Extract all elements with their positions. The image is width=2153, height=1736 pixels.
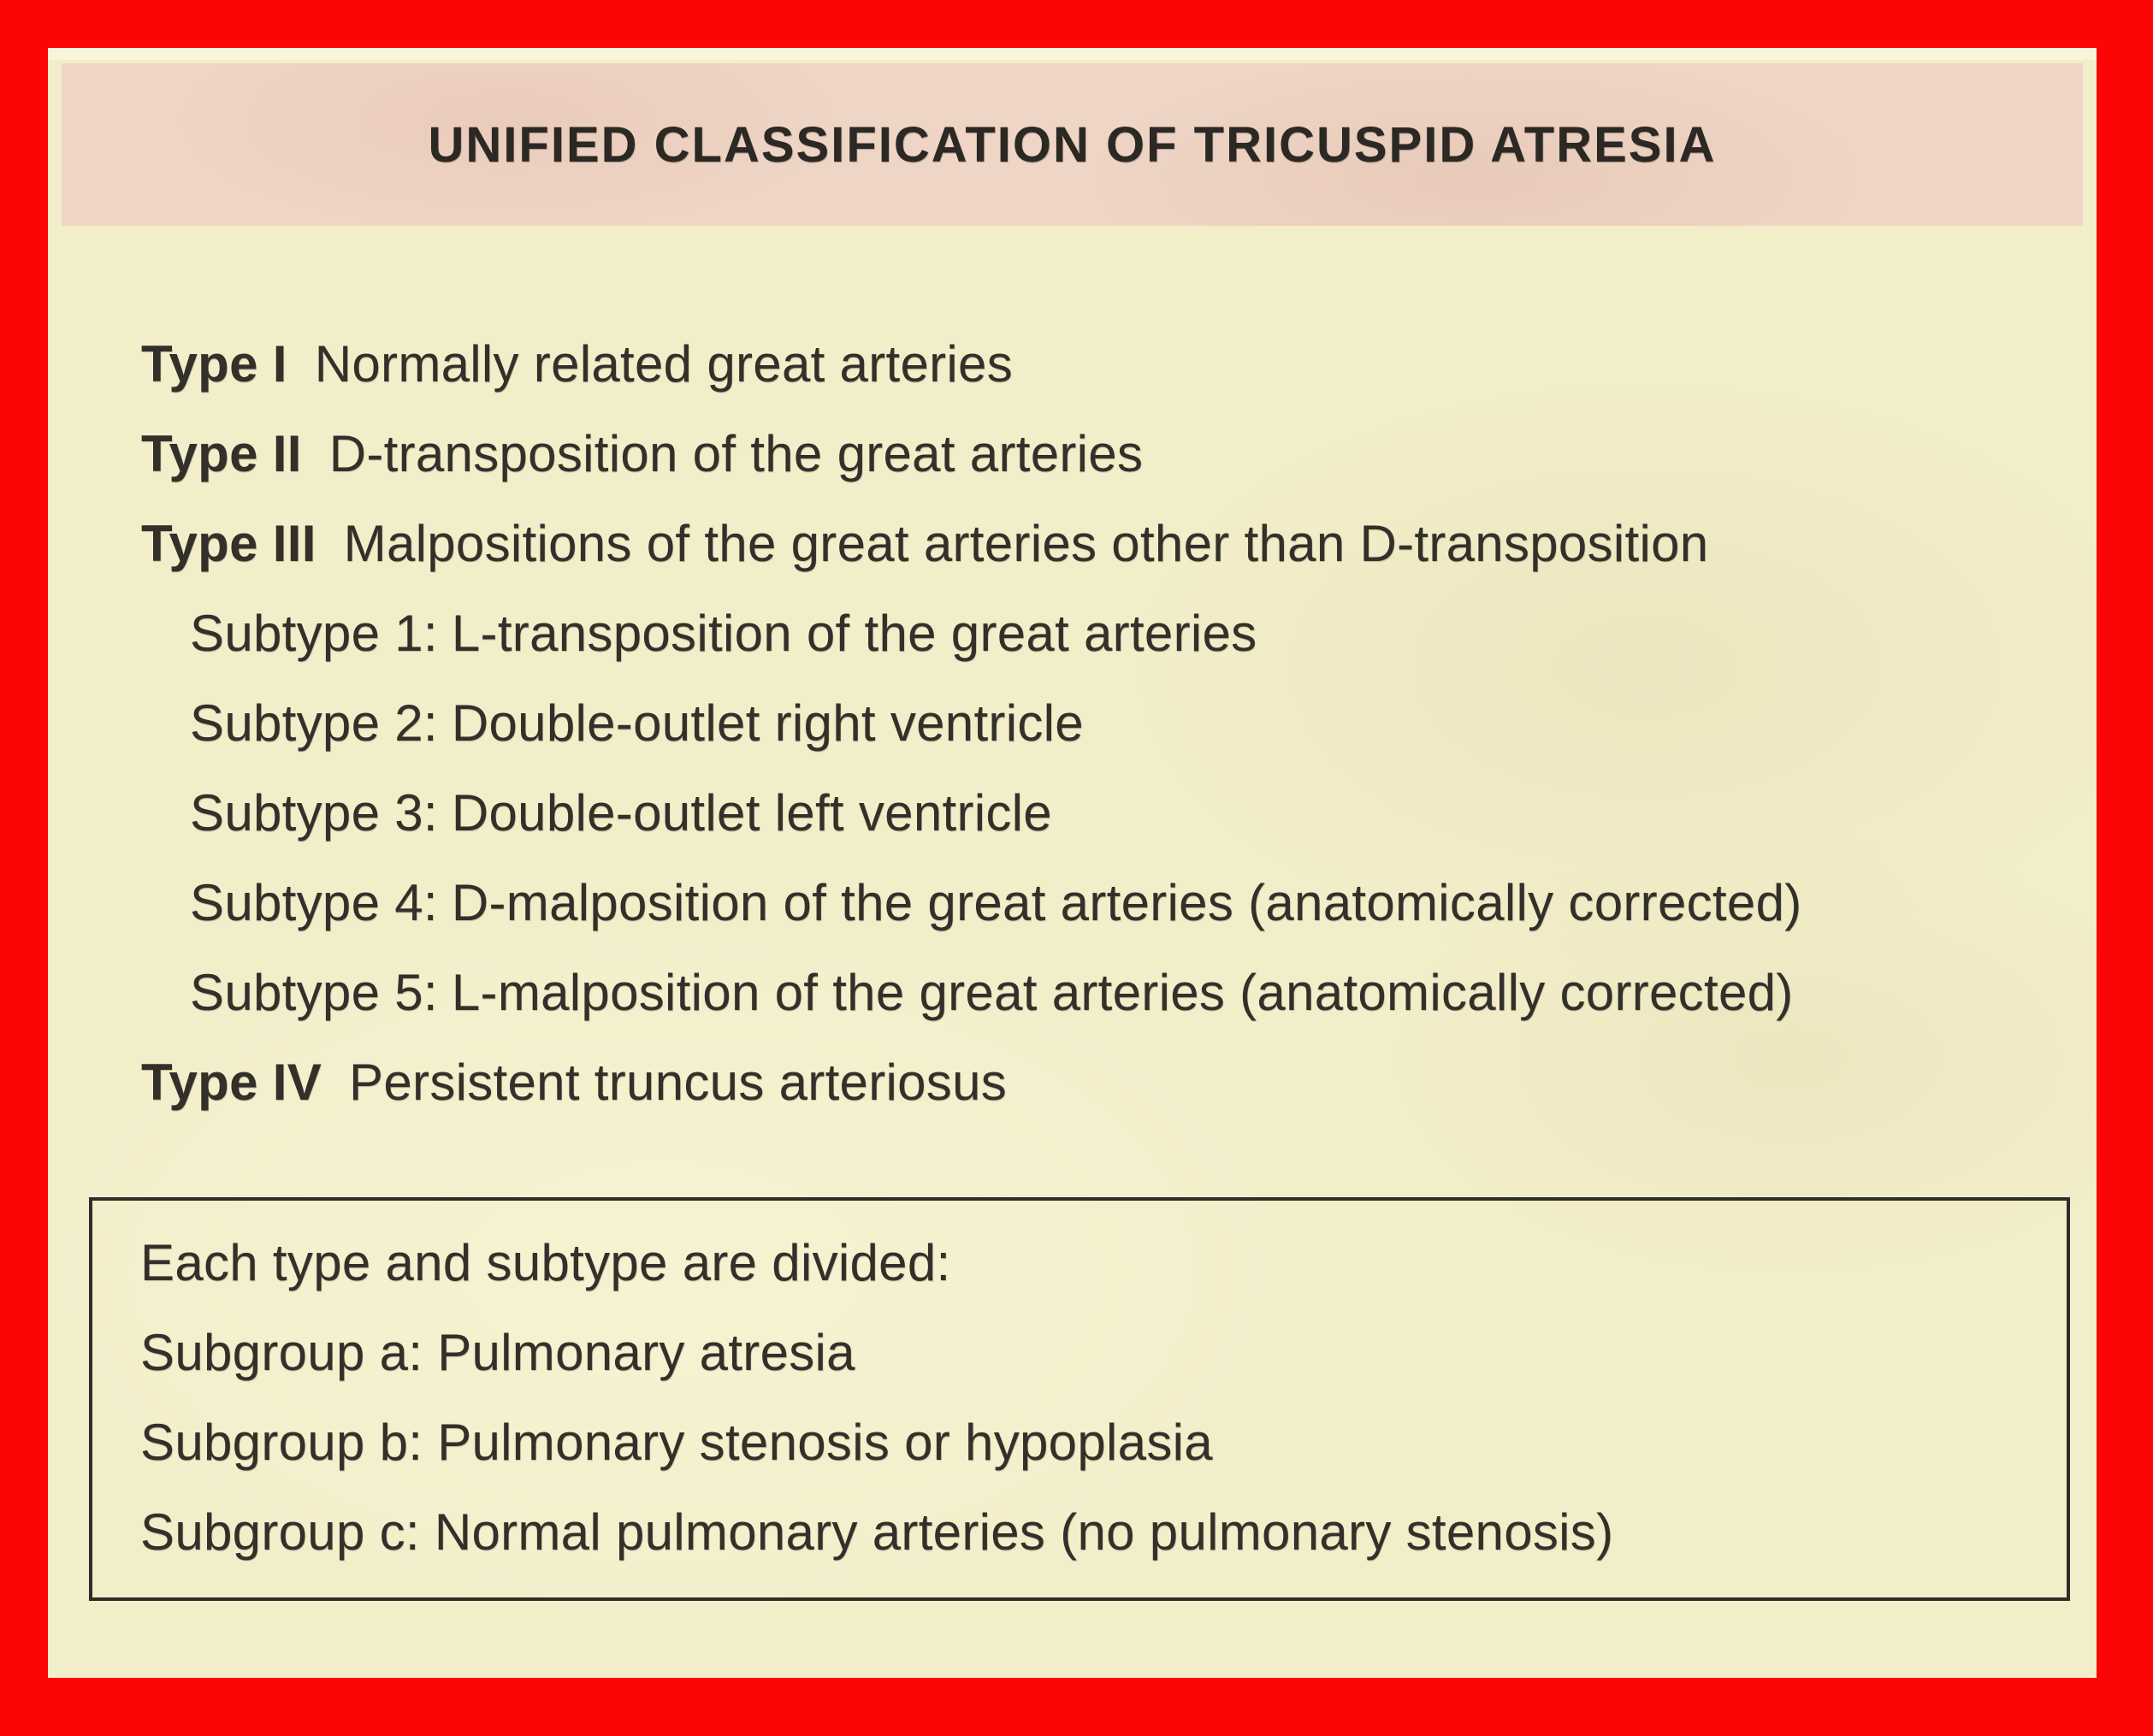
classification-row-type-3 bbox=[141, 499, 2097, 588]
subtype-description: Double-outlet right ventricle bbox=[451, 694, 1084, 752]
type-description: Persistent truncus arteriosus bbox=[349, 1054, 1008, 1111]
classification-row-subtype-2 bbox=[141, 678, 2097, 768]
classification-row-subtype-3 bbox=[141, 768, 2097, 858]
classification-row-type-1 bbox=[141, 319, 2097, 409]
subtype-description: L-malposition of the great arteries (anatomically corrected) bbox=[451, 964, 1794, 1021]
subtype-label: Subtype 3: bbox=[190, 784, 438, 841]
type-label: Type III bbox=[141, 515, 316, 572]
subtype-label: Subtype 1: bbox=[190, 605, 438, 662]
classification-row-subtype-4 bbox=[141, 858, 2097, 948]
subtype-label: Subtype 5: bbox=[190, 964, 438, 1021]
subgroup-item-a: Subgroup a: Pulmonary atresia bbox=[140, 1324, 855, 1381]
type-description: Malpositions of the great arteries other than D-transposition bbox=[343, 515, 1709, 572]
type-label: Type I bbox=[141, 335, 287, 393]
type-description: D-transposition of the great arteries bbox=[328, 425, 1144, 482]
subtype-description: D-malposition of the great arteries (anatomically corrected) bbox=[451, 874, 1802, 931]
subtype-description: L-transposition of the great arteries bbox=[451, 605, 1257, 662]
classification-row-type-4 bbox=[141, 1037, 2097, 1127]
subgroup-box bbox=[89, 1197, 2070, 1601]
subgroup-item-b: Subgroup b: Pulmonary stenosis or hypoplasia bbox=[140, 1414, 1213, 1471]
subtype-label: Subtype 4: bbox=[190, 874, 438, 931]
type-label: Type II bbox=[141, 425, 302, 482]
subtype-description: Double-outlet left ventricle bbox=[451, 784, 1052, 841]
type-description: Normally related great arteries bbox=[314, 335, 1014, 393]
title-band bbox=[62, 63, 2083, 226]
subgroup-item-c: Subgroup c: Normal pulmonary arteries (no pulmonary stenosis) bbox=[140, 1503, 1614, 1561]
classification-row-subtype-5 bbox=[141, 948, 2097, 1037]
table-panel bbox=[48, 48, 2097, 1678]
classification-row-subtype-1 bbox=[141, 588, 2097, 678]
subtype-label: Subtype 2: bbox=[190, 694, 438, 752]
subgroup-box-heading: Each type and subtype are divided: bbox=[140, 1234, 951, 1291]
page-title: UNIFIED CLASSIFICATION OF TRICUSPID ATRESIA bbox=[428, 116, 1717, 173]
classification-row-type-2 bbox=[141, 409, 2097, 499]
type-label: Type IV bbox=[141, 1054, 322, 1111]
classification-list bbox=[48, 319, 2097, 1127]
